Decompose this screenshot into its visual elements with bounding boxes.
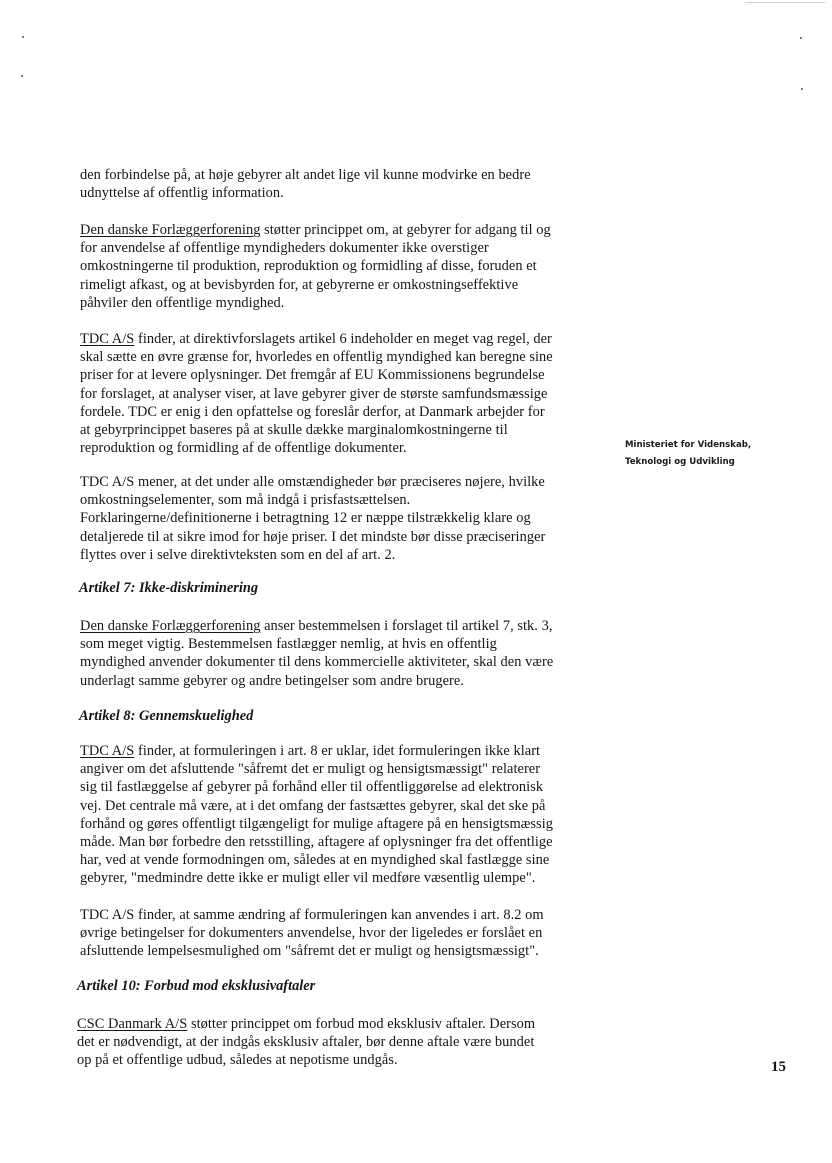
text-line: for forslaget, at analyser viser, at lave gebyrer giver de største samfundsmæssige (80, 385, 548, 402)
text-line: den forbindelse på, at høje gebyrer alt andet lige vil kunne modvirke en bedre (80, 167, 531, 183)
scan-speck (22, 36, 24, 38)
text-line: måde. Man bør forbedre den retsstilling, aftagere af oplysninger fra det offentlige (80, 834, 553, 851)
sidebar-line: Ministeriet for Videnskab, (625, 440, 752, 450)
paragraph (80, 166, 600, 202)
scan-smudge (745, 2, 825, 3)
text-line: omkostningerne til produktion, reproduktion og formidling af disse, foruden et (80, 258, 537, 275)
paragraph (80, 330, 600, 457)
text-line: det er nødvendigt, at der indgås eksklusiv aftaler, bør denne aftale være bundet (77, 1034, 535, 1051)
paragraph (80, 221, 600, 312)
section-heading: Artikel 8: Gennemskuelighed (79, 708, 254, 724)
text-line: TDC A/S finder, at samme ændring af formuleringen kan anvendes i art. 8.2 om (80, 907, 544, 923)
organization-name: TDC A/S (80, 331, 135, 347)
text-fragment: støtter princippet om forbud mod eksklusiv aftaler. Dersom (187, 1016, 536, 1032)
text-line (80, 330, 600, 348)
text-line: sig til fastlæggelse af gebyrer på forhånd eller til offentliggørelse ad elektronisk (80, 779, 544, 796)
scan-speck (800, 37, 802, 39)
text-line: op på et offentlige udbud, således at nepotisme undgås. (77, 1052, 398, 1069)
scan-speck (801, 88, 803, 90)
text-line: som meget vigtig. Bestemmelsen fastlægger nemlig, at hvis en offentlig (80, 636, 497, 653)
text-line: omkostningselementer, som må indgå i prisfastsættelsen. (80, 492, 411, 509)
text-line: angiver om det afsluttende "såfremt det er muligt og hensigtsmæssigt" relaterer (80, 761, 541, 778)
text-fragment: støtter princippet om, at gebyrer for adgang til og (260, 222, 551, 238)
section-heading: Artikel 10: Forbud mod eksklusivaftaler (77, 978, 316, 994)
text-line: Forklaringerne/definitionerne i betragtning 12 er næppe tilstrækkelig klare og (80, 510, 531, 527)
text-fragment: anser bestemmelsen i forslaget til artikel 7, stk. 3, (260, 618, 553, 634)
paragraph (80, 617, 600, 690)
sidebar-line: Teknologi og Udvikling (625, 457, 735, 467)
text-line: gebyrer, "medmindre dette ikke er muligt eller vil medføre væsentlig ulempe". (80, 870, 536, 887)
text-line: øvrige betingelser for dokumenters anvendelse, hvor der ligeledes er forslået en (80, 925, 543, 942)
organization-name: TDC A/S (80, 743, 135, 759)
text-line: for anvendelse af offentlige myndigheders dokumenter ikke overstiger (80, 240, 489, 257)
text-line: påhviler den offentlige myndighed. (80, 294, 285, 311)
paragraph (80, 473, 600, 564)
text-line: rimeligt afkast, og at bevisbyrden for, at gebyrerne er omkostningseffektive (80, 276, 519, 293)
text-line: at gebyrprincippet baseres på at skulle dække marginalomkostningerne til (80, 422, 508, 439)
text-line: udnyttelse af offentlig information. (80, 185, 284, 202)
organization-name: CSC Danmark A/S (77, 1016, 188, 1032)
text-line: TDC A/S mener, at det under alle omstændigheder bør præciseres nøjere, hvilke (80, 474, 545, 490)
sidebar-ministry-name (625, 437, 751, 471)
text-line: afsluttende lempelsesmulighed om "såfremt det er muligt og hensigtsmæssigt". (80, 943, 539, 960)
organization-name: Den danske Forlæggerforening (80, 222, 261, 238)
text-line: reproduktion og formidling af de offentlige dokumenter. (80, 440, 407, 457)
section-heading: Artikel 7: Ikke-diskriminering (79, 580, 259, 596)
text-line (77, 1015, 597, 1033)
text-line: flyttes over i selve direktivteksten som en del af art. 2. (80, 546, 396, 563)
text-fragment: finder, at formuleringen i art. 8 er uklar, idet formuleringen ikke klart (134, 743, 541, 759)
text-line: har, ved at vende formodningen om, således at en myndighed skal fastlægge sine (80, 852, 550, 869)
scan-speck (21, 75, 23, 77)
text-line: myndighed anvender dokumenter til dens kommercielle aktiviteter, skal den være (80, 654, 554, 671)
text-line: fordele. TDC er enig i den opfattelse og foreslår derfor, at Danmark arbejder for (80, 403, 545, 420)
text-line: forhånd og gøres offentligt tilgængeligt for mulige aftagere på en hensigtsmæssig (80, 815, 553, 832)
text-line: skal sætte en øvre grænse for, hvorledes en offentlig myndighed kan beregne sine (80, 349, 553, 366)
paragraph (80, 906, 600, 961)
text-line (80, 221, 600, 239)
text-line (80, 742, 600, 760)
text-line: priser for at levere oplysninger. Det fremgår af EU Kommissionens begrundelse (80, 367, 545, 384)
paragraph (80, 742, 600, 888)
paragraph (77, 1015, 597, 1070)
organization-name: Den danske Forlæggerforening (80, 618, 261, 634)
text-line: underlagt samme gebyrer og andre betingelser som andre brugere. (80, 672, 464, 689)
page-number: 15 (771, 1059, 786, 1075)
text-fragment: finder, at direktivforslagets artikel 6 indeholder en meget vag regel, der (134, 331, 552, 347)
text-line (80, 617, 600, 635)
text-line: detaljerede til at sikre imod for høje priser. I det mindste bør disse præciseringer (80, 528, 546, 545)
text-line: vej. Det centrale må være, at i det omfang der fastsættes gebyrer, skal det ske på (80, 797, 546, 814)
